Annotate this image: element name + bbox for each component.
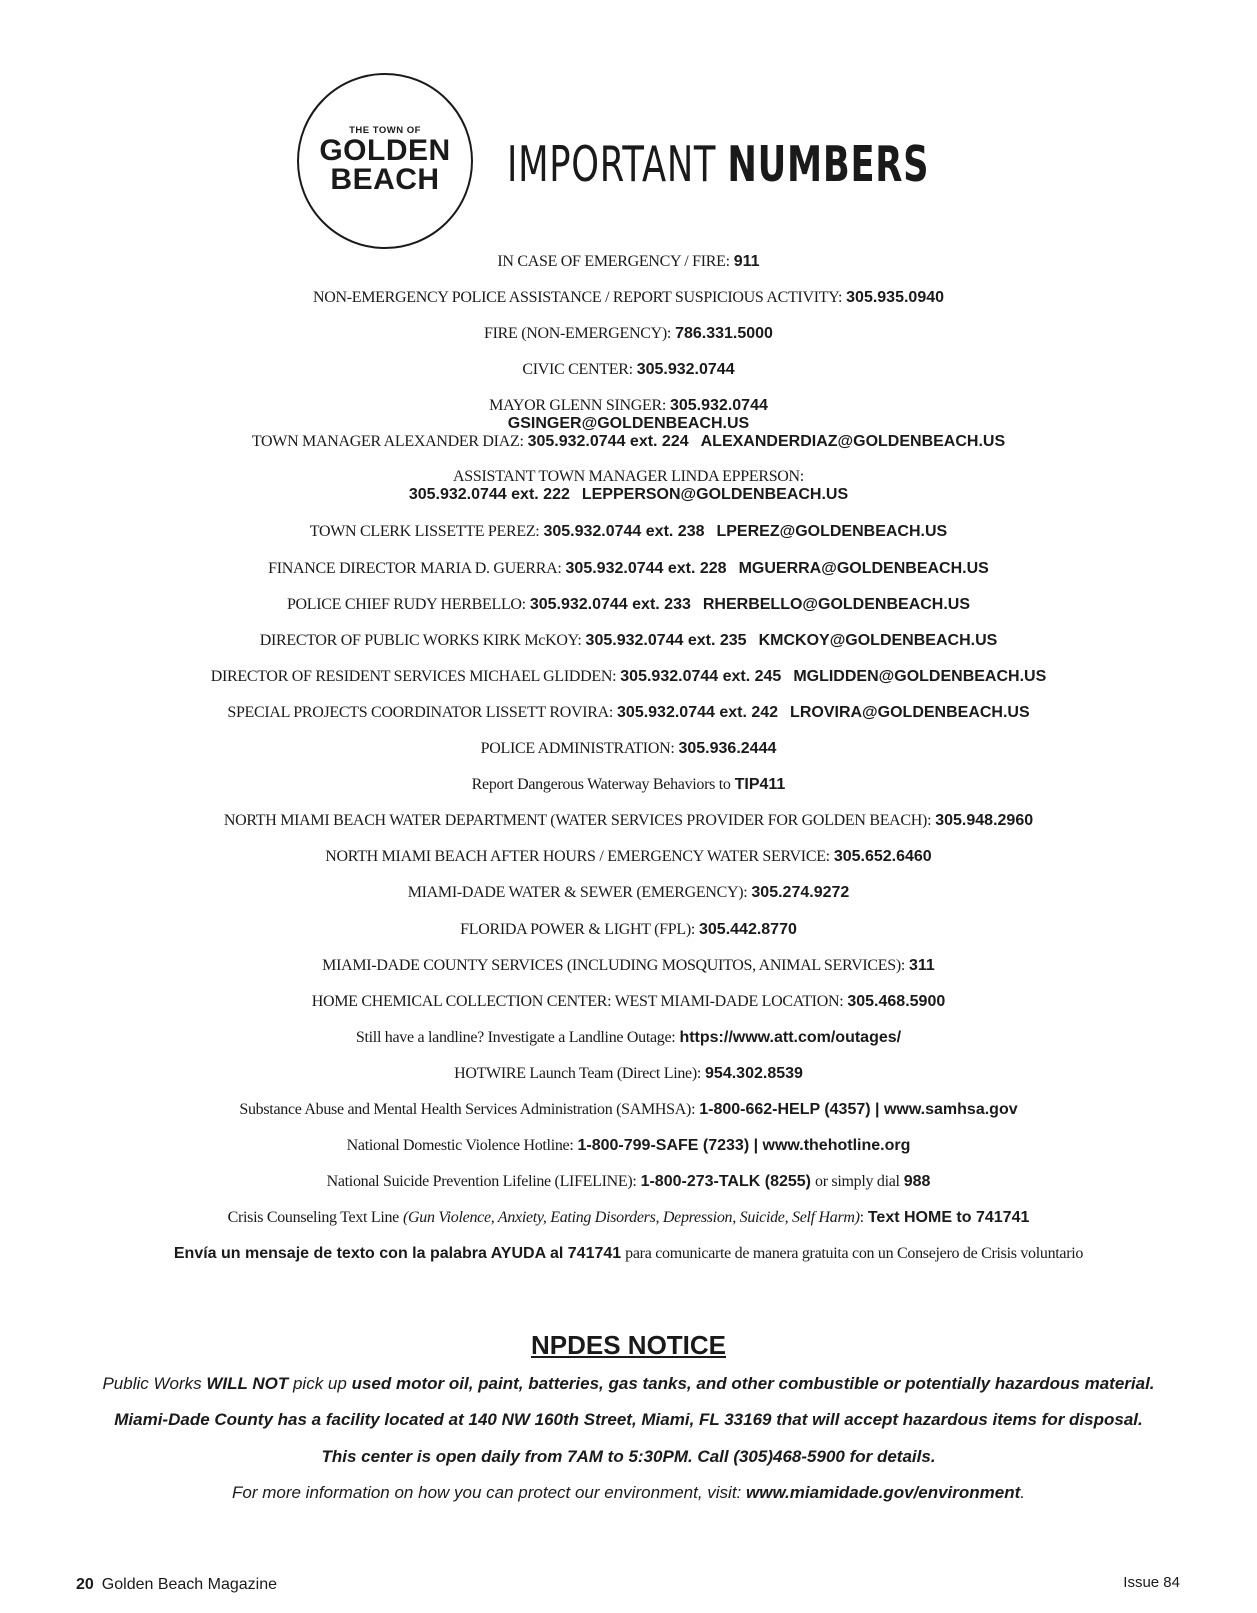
list-item — [0, 1136, 1257, 1172]
contact-value: 305.935.0940 — [846, 289, 945, 307]
list-item — [0, 559, 1257, 595]
contact-email[interactable]: KMCKOY@GOLDENBEACH.US — [758, 631, 998, 649]
list-item — [0, 847, 1257, 883]
contact-value: 305.274.9272 — [751, 884, 850, 902]
contact-value: 305.932.0744 ext. 228 — [565, 559, 727, 577]
list-item — [0, 956, 1257, 992]
contact-value: 311 — [909, 956, 935, 974]
contact-label: para comunicarte de manera gratuita con un Consejero de Crisis voluntario — [625, 1245, 1084, 1263]
logo-small-text: THE TOWN OF — [349, 125, 421, 136]
list-item — [0, 1172, 1257, 1208]
list-item — [0, 522, 1257, 558]
list-item — [0, 703, 1257, 739]
npdes-text: pick up — [292, 1374, 347, 1393]
page-title — [507, 135, 929, 195]
contact-email[interactable]: GSINGER@GOLDENBEACH.US — [507, 415, 750, 433]
contact-label: Crisis Counseling Text Line — [227, 1209, 399, 1227]
contact-label: Report Dangerous Waterway Behaviors to — [471, 776, 731, 794]
npdes-text: For more information on how you can protect our environment, visit: — [231, 1483, 742, 1502]
contact-note: (Gun Violence, Anxiety, Eating Disorders, Depression, Suicide, Self Harm) — [402, 1209, 860, 1227]
contact-value: 911 — [733, 253, 760, 270]
contact-value: 1-800-273-TALK (8255) — [640, 1173, 811, 1191]
contact-value: 305.932.0744 ext. 242 — [617, 703, 779, 721]
contact-label: FIRE (NON-EMERGENCY): — [484, 325, 672, 343]
list-item — [0, 739, 1257, 775]
npdes-line-4 — [0, 1483, 1257, 1503]
contact-email[interactable]: LROVIRA@GOLDENBEACH.US — [790, 703, 1030, 721]
contact-value: 954.302.8539 — [705, 1064, 803, 1082]
npdes-text: Public Works — [102, 1374, 202, 1393]
contact-label: National Domestic Violence Hotline: — [346, 1137, 574, 1155]
logo-line-2: BEACH — [330, 163, 440, 196]
list-item — [0, 467, 1257, 522]
npdes-emphasis: WILL NOT — [206, 1374, 289, 1393]
contact-value: 305.932.0744 ext. 238 — [543, 523, 705, 541]
contact-label: CIVIC CENTER: — [522, 361, 633, 379]
title-light: IMPORTANT — [507, 136, 717, 193]
contact-value: TIP411 — [734, 776, 786, 794]
contact-list — [0, 252, 1257, 1280]
list-item — [0, 992, 1257, 1028]
list-item — [0, 360, 1257, 396]
contact-label: NORTH MIAMI BEACH WATER DEPARTMENT (WATER SERVICES PROVIDER FOR GOLDEN BEACH): — [223, 812, 932, 830]
npdes-line-2 — [0, 1410, 1257, 1430]
contact-value: 1-800-662-HELP (4357) | www.samhsa.gov — [699, 1100, 1018, 1118]
list-item — [0, 432, 1257, 467]
contact-label: IN CASE OF EMERGENCY / FIRE: — [497, 253, 730, 270]
contact-label: TOWN CLERK LISSETTE PEREZ: — [309, 523, 540, 541]
contact-label: National Suicide Prevention Lifeline (LIFELINE): — [326, 1173, 637, 1191]
contact-value: 786.331.5000 — [675, 325, 773, 343]
contact-email[interactable]: RHERBELLO@GOLDENBEACH.US — [702, 595, 971, 613]
contact-label: NORTH MIAMI BEACH AFTER HOURS / EMERGENCY WATER SERVICE: — [325, 848, 830, 866]
logo-line-1: GOLDEN — [319, 134, 451, 167]
contact-label-mid: or simply dial — [815, 1173, 900, 1191]
contact-label: MIAMI-DADE WATER & SEWER (EMERGENCY): — [407, 884, 748, 902]
npdes-link[interactable]: www.miamidade.gov/environment — [746, 1483, 1021, 1502]
contact-value: 305.932.0744 ext. 233 — [529, 595, 691, 613]
contact-label: Substance Abuse and Mental Health Services Administration (SAMHSA): — [239, 1100, 696, 1118]
contact-label: HOME CHEMICAL COLLECTION CENTER: WEST MIAMI-DADE LOCATION: — [311, 992, 844, 1010]
npdes-emphasis: used motor oil, paint, batteries, gas tanks, and other combustible or potentially hazardous material. — [351, 1374, 1155, 1393]
list-item — [0, 1064, 1257, 1100]
list-item — [0, 1100, 1257, 1136]
npdes-line-3 — [0, 1447, 1257, 1467]
list-item — [0, 288, 1257, 324]
list-item — [0, 667, 1257, 703]
contact-value: 305.932.0744 ext. 224 — [527, 433, 689, 451]
contact-label: POLICE CHIEF RUDY HERBELLO: — [286, 595, 526, 613]
contact-label: ASSISTANT TOWN MANAGER LINDA EPPERSON: — [453, 468, 804, 486]
contact-email[interactable]: MGUERRA@GOLDENBEACH.US — [738, 559, 989, 577]
list-item — [0, 775, 1257, 811]
contact-label: MIAMI-DADE COUNTY SERVICES (INCLUDING MOSQUITOS, ANIMAL SERVICES): — [322, 956, 905, 974]
contact-email[interactable]: MGLIDDEN@GOLDENBEACH.US — [793, 667, 1047, 685]
contact-value: 305.948.2960 — [935, 812, 1034, 830]
contact-label: POLICE ADMINISTRATION: — [480, 740, 675, 758]
contact-label: TOWN MANAGER ALEXANDER DIAZ: — [251, 433, 524, 451]
page-number: 20 — [76, 1576, 94, 1593]
contact-label: MAYOR GLENN SINGER: — [489, 397, 666, 415]
list-item — [0, 811, 1257, 847]
npdes-line-1 — [0, 1374, 1257, 1394]
list-item — [0, 1244, 1257, 1280]
npdes-emphasis: This center is open daily from 7AM to 5:30PM. Call (305)468-5900 for details. — [321, 1447, 936, 1466]
contact-label: HOTWIRE Launch Team (Direct Line): — [454, 1064, 702, 1082]
list-item — [0, 252, 1257, 288]
contact-email[interactable]: LPEREZ@GOLDENBEACH.US — [716, 523, 948, 541]
list-item — [0, 396, 1257, 432]
footer-left — [76, 1576, 277, 1594]
list-item — [0, 324, 1257, 360]
contact-label: SPECIAL PROJECTS COORDINATOR LISSETT ROVIRA: — [227, 703, 614, 721]
contact-link[interactable]: https://www.att.com/outages/ — [679, 1028, 902, 1046]
contact-colon: : — [859, 1209, 864, 1227]
issue-number: Issue 84 — [1123, 1574, 1180, 1591]
contact-label: Still have a landline? Investigate a Landline Outage: — [355, 1028, 676, 1046]
contact-email[interactable]: ALEXANDERDIAZ@GOLDENBEACH.US — [700, 433, 1006, 451]
list-item — [0, 595, 1257, 631]
magazine-name: Golden Beach Magazine — [101, 1576, 278, 1593]
npdes-period: . — [1020, 1483, 1026, 1502]
contact-label: NON-EMERGENCY POLICE ASSISTANCE / REPORT SUSPICIOUS ACTIVITY: — [312, 289, 843, 307]
list-item — [0, 883, 1257, 919]
contact-value: 305.932.0744 — [636, 361, 735, 379]
npdes-emphasis: Miami-Dade County has a facility located at 140 NW 160th Street, Miami, FL 33169 that will accept hazardous items for disposal. — [114, 1410, 1143, 1429]
contact-value: 305.652.6460 — [833, 848, 932, 866]
title-heavy: NUMBERS — [727, 136, 930, 193]
list-item — [0, 631, 1257, 667]
contact-value: 305.932.0744 ext. 222 — [408, 486, 570, 504]
list-item — [0, 1028, 1257, 1064]
contact-value: Text HOME to 741741 — [867, 1209, 1030, 1227]
contact-value: 305.442.8770 — [699, 920, 797, 938]
contact-value: 1-800-799-SAFE (7233) | www.thehotline.org — [577, 1137, 911, 1155]
contact-label: DIRECTOR OF PUBLIC WORKS KIRK McKOY: — [259, 631, 582, 649]
contact-value: 305.468.5900 — [847, 992, 946, 1010]
contact-value: Envía un mensaje de texto con la palabra AYUDA al 741741 — [173, 1245, 622, 1263]
contact-label: FINANCE DIRECTOR MARIA D. GUERRA: — [268, 559, 562, 577]
contact-value: 305.932.0744 ext. 235 — [585, 631, 747, 649]
npdes-heading: NPDES NOTICE — [530, 1330, 727, 1360]
list-item — [0, 1208, 1257, 1244]
list-item — [0, 920, 1257, 956]
contact-value-secondary: 988 — [903, 1173, 931, 1191]
town-logo — [297, 73, 473, 249]
contact-label: DIRECTOR OF RESIDENT SERVICES MICHAEL GLIDDEN: — [210, 667, 617, 685]
contact-value: 305.932.0744 ext. 245 — [620, 667, 782, 685]
contact-value: 305.936.2444 — [678, 740, 777, 758]
contact-value: 305.932.0744 — [669, 397, 768, 415]
contact-label: FLORIDA POWER & LIGHT (FPL): — [460, 920, 695, 938]
contact-email[interactable]: LEPPERSON@GOLDENBEACH.US — [581, 486, 849, 504]
